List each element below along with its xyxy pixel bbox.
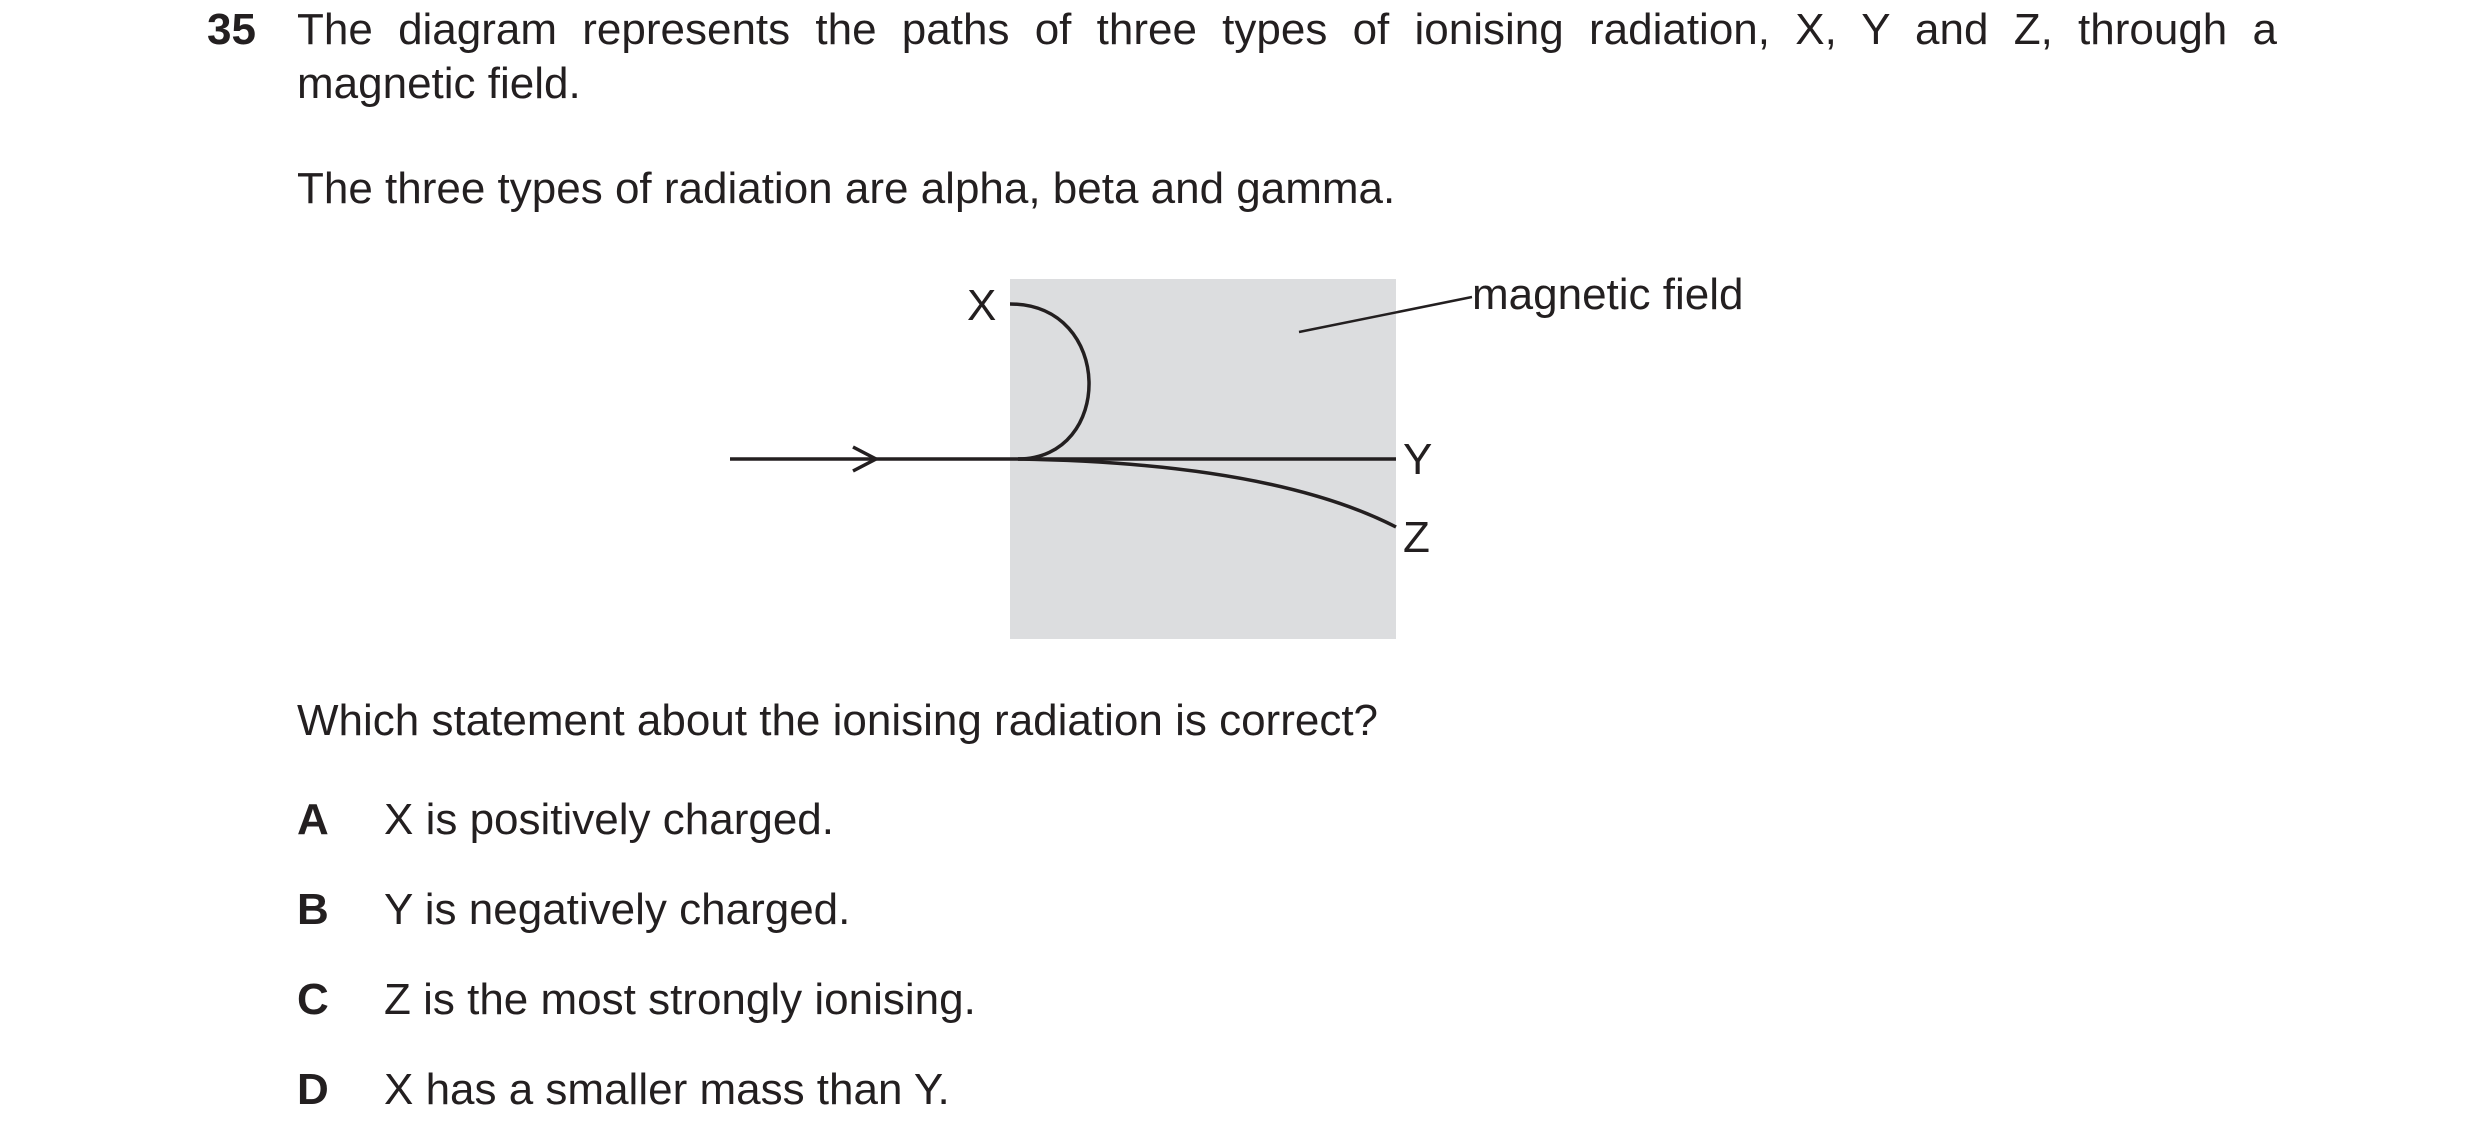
option-letter: C xyxy=(297,975,329,1024)
option-letter: D xyxy=(297,1065,329,1114)
question-stem: The diagram represents the paths of three types of ionising radiation, X, Y and Z, through a xyxy=(297,5,2277,54)
option-text: Z is the most strongly ionising. xyxy=(384,975,976,1024)
label-y: Y xyxy=(1403,435,1433,484)
question-prompt: Which statement about the ionising radiation is correct? xyxy=(297,696,1379,745)
question-stem-continued: magnetic field. xyxy=(297,59,581,108)
question-number: 35 xyxy=(207,5,256,54)
option-text: Y is negatively charged. xyxy=(384,885,851,934)
option-letter: A xyxy=(297,795,329,844)
option-text: X is positively charged. xyxy=(384,795,834,844)
option-text: X has a smaller mass than Y. xyxy=(384,1065,950,1114)
question-intro: The three types of radiation are alpha, beta and gamma. xyxy=(297,164,1396,213)
label-x: X xyxy=(967,281,997,330)
label-z: Z xyxy=(1403,513,1430,562)
option-letter: B xyxy=(297,885,329,934)
label-magnetic-field: magnetic field xyxy=(1472,270,1744,319)
